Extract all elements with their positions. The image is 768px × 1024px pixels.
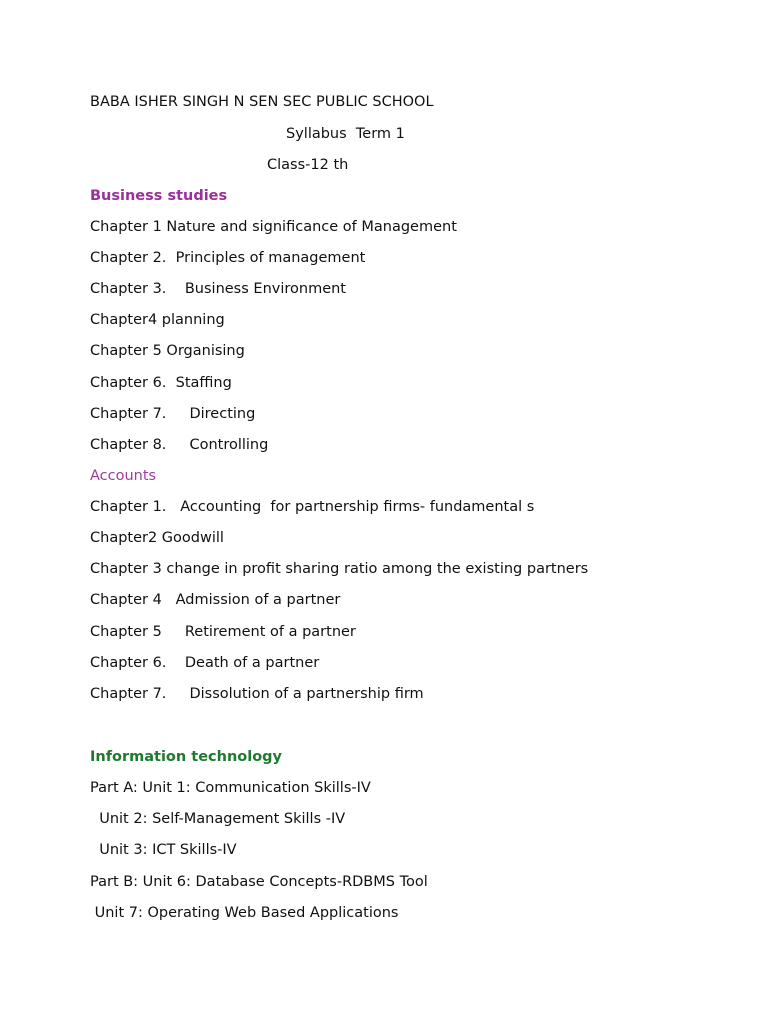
syllabus-term: Syllabus Term 1 (286, 126, 405, 142)
it-unit-1: Part A: Unit 1: Communication Skills-IV (90, 780, 371, 796)
school-name: BABA ISHER SINGH N SEN SEC PUBLIC SCHOOL (90, 94, 434, 110)
business-chapter-6: Chapter 6. Staffing (90, 375, 232, 391)
accounts-chapter-4: Chapter 4 Admission of a partner (90, 592, 341, 608)
it-unit-7: Unit 7: Operating Web Based Applications (90, 905, 399, 921)
it-unit-6: Part B: Unit 6: Database Concepts-RDBMS Tool (90, 874, 428, 890)
business-chapter-5: Chapter 5 Organising (90, 343, 245, 359)
business-studies-heading: Business studies (90, 188, 228, 204)
accounts-chapter-5: Chapter 5 Retirement of a partner (90, 624, 356, 640)
it-unit-2: Unit 2: Self-Management Skills -IV (90, 811, 346, 827)
accounts-chapter-7: Chapter 7. Dissolution of a partnership firm (90, 686, 424, 702)
business-chapter-2: Chapter 2. Principles of management (90, 250, 366, 266)
accounts-chapter-2: Chapter2 Goodwill (90, 530, 224, 546)
it-unit-3: Unit 3: ICT Skills-IV (90, 842, 237, 858)
accounts-chapter-6: Chapter 6. Death of a partner (90, 655, 320, 671)
accounts-heading: Accounts (90, 468, 157, 484)
business-chapter-7: Chapter 7. Directing (90, 406, 256, 422)
information-technology-heading: Information technology (90, 749, 282, 765)
class-label: Class-12 th (267, 157, 349, 173)
business-chapter-1: Chapter 1 Nature and significance of Management (90, 219, 457, 235)
business-chapter-3: Chapter 3. Business Environment (90, 281, 346, 297)
business-chapter-4: Chapter4 planning (90, 312, 225, 328)
accounts-chapter-3: Chapter 3 change in profit sharing ratio among the existing partners (90, 561, 589, 577)
accounts-chapter-1: Chapter 1. Accounting for partnership firms- fundamental s (90, 499, 535, 515)
business-chapter-8: Chapter 8. Controlling (90, 437, 269, 453)
